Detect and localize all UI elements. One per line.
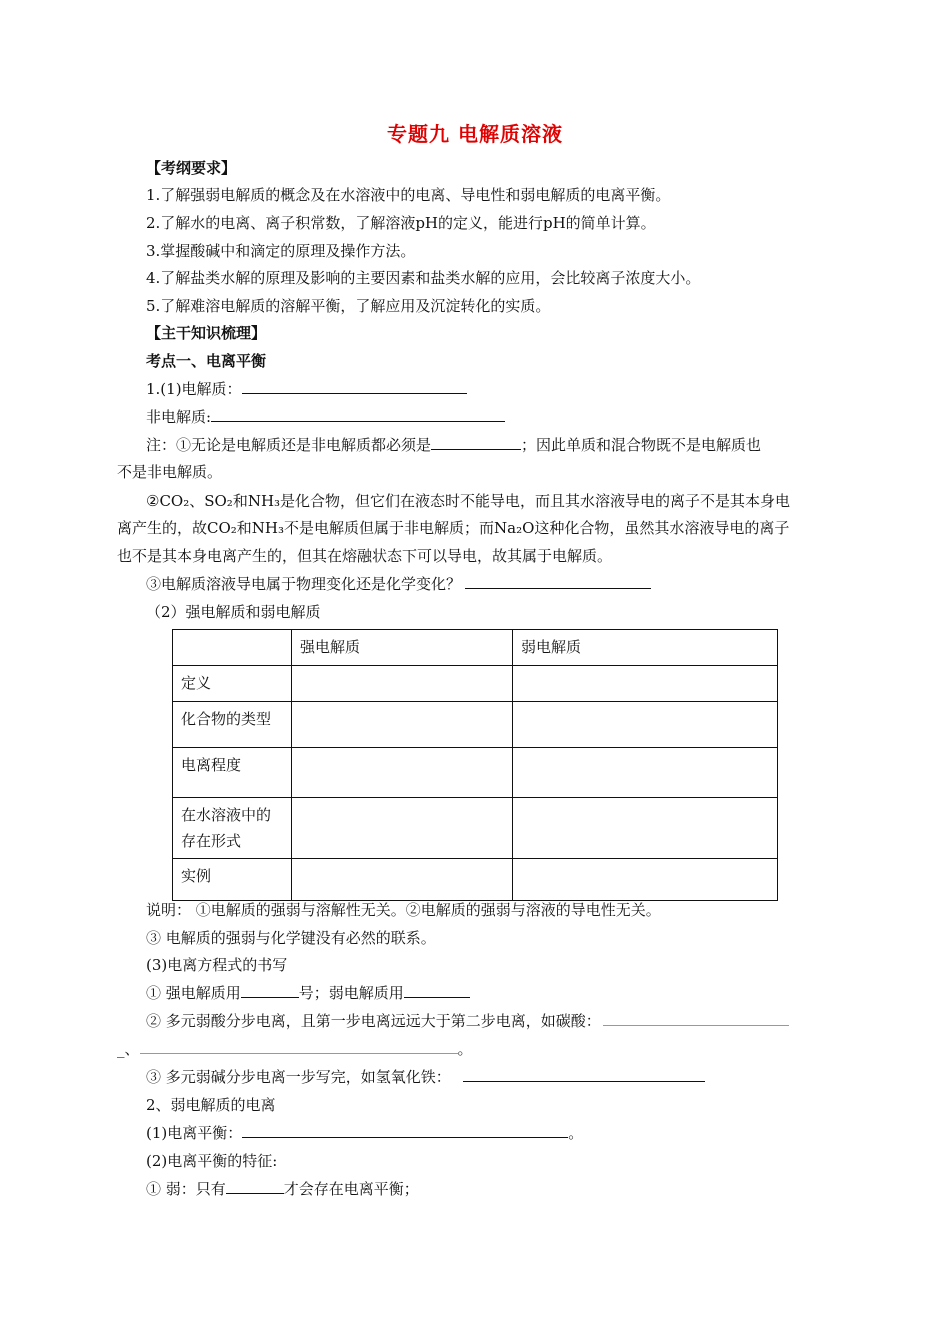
q1-nonelectrolyte (146, 407, 505, 427)
p2-b: (2)电离平衡的特征: (146, 1152, 278, 1170)
answer-cell[interactable] (292, 666, 513, 702)
q3b-end: 。 (457, 1040, 473, 1058)
answer-blank[interactable] (140, 1039, 458, 1054)
answer-cell[interactable] (513, 798, 778, 859)
p2c-text-2: 才会存在电离平衡； (283, 1180, 419, 1198)
answer-cell[interactable] (292, 702, 513, 748)
row-label: 化合物的类型 (173, 702, 292, 748)
note1-text-b: ；因此单质和混合物既不是电解质也 (521, 436, 762, 454)
note-2b: 离产生的，故CO₂和NH₃不是电解质但属于非电解质；而Na₂O这种化合物，虽然其水溶液导电的离子 (117, 519, 790, 537)
note-2a: ②CO₂、SO₂和NH₃是化合物，但它们在液态时不能导电，而且其水溶液导电的离子不是其本身电 (146, 492, 791, 510)
q1b-label: 非电解质: (146, 408, 212, 426)
q3-b (146, 1011, 789, 1031)
q3c-text: ③ 多元弱碱分步电离一步写完，如氢氧化铁： (146, 1068, 451, 1086)
answer-blank[interactable] (242, 379, 467, 394)
point1-heading: 考点一、电离平衡 (146, 352, 267, 370)
p2a-end: 。 (568, 1124, 584, 1142)
note1-text-a: 注：①无论是电解质还是非电解质都必须是 (146, 436, 432, 454)
desc-2: ③ 电解质的强弱与化学键没有必然的联系。 (146, 929, 436, 947)
p2a-text: (1)电离平衡： (146, 1124, 243, 1142)
note-2c: 也不是其本身电离产生的，但其在熔融状态下可以导电，故其属于电解质。 (117, 547, 613, 565)
desc-1: 说明： ①电解质的强弱与溶解性无关。②电解质的强弱与溶液的导电性无关。 (146, 901, 661, 919)
answer-blank[interactable] (226, 1179, 284, 1194)
table-header-row (173, 630, 778, 666)
q1-label: 1.(1)电解质： (146, 380, 242, 398)
answer-blank[interactable] (465, 574, 651, 589)
answer-blank[interactable] (211, 407, 505, 422)
answer-blank[interactable] (603, 1011, 789, 1026)
answer-cell[interactable] (292, 748, 513, 798)
zhugan-heading: 【主干知识梳理】 (146, 324, 267, 342)
p2-c (146, 1179, 419, 1199)
p2c-text-1: ① 弱：只有 (146, 1180, 226, 1198)
p2-a (146, 1123, 583, 1143)
answer-blank[interactable] (431, 435, 521, 450)
answer-cell[interactable] (292, 859, 513, 901)
answer-blank[interactable] (242, 1123, 568, 1138)
kaogang-item-3: 3.掌握酸碱中和滴定的原理及操作方法。 (146, 242, 416, 260)
q2-heading: （2）强电解质和弱电解质 (146, 603, 321, 621)
table-row (173, 748, 778, 798)
note-1 (146, 435, 761, 455)
table-header-cell (173, 630, 292, 666)
answer-blank[interactable] (241, 983, 299, 998)
kaogang-item-5: 5.了解难溶电解质的溶解平衡，了解应用及沉淀转化的实质。 (146, 297, 551, 315)
q3b-text: ② 多元弱酸分步电离，且第一步电离远远大于第二步电离，如碳酸： (146, 1012, 601, 1030)
table-row (173, 666, 778, 702)
q3-c (146, 1067, 705, 1087)
row-label: 定义 (173, 666, 292, 702)
table-row (173, 859, 778, 901)
note3-text: ③电解质溶液导电属于物理变化还是化学变化？ (146, 575, 462, 593)
electrolyte-table (172, 629, 778, 901)
kaogang-item-1: 1.了解强弱电解质的概念及在水溶液中的电离、导电性和弱电解质的电离平衡。 (146, 186, 671, 204)
row-label: 实例 (173, 859, 292, 901)
answer-cell[interactable] (292, 798, 513, 859)
answer-cell[interactable] (513, 748, 778, 798)
q3-heading: (3)电离方程式的书写 (146, 956, 288, 974)
q3a-text-2: 号；弱电解质用 (298, 984, 404, 1002)
answer-cell[interactable] (513, 666, 778, 702)
kaogang-item-2: 2.了解水的电离、离子积常数，了解溶液pH的定义，能进行pH的简单计算。 (146, 214, 656, 232)
table-row (173, 702, 778, 748)
answer-blank[interactable] (404, 983, 470, 998)
page-title: 专题九 电解质溶液 (387, 122, 563, 146)
row-label: 在水溶液中的存在形式 (173, 798, 292, 859)
q3b-separator: _、 (117, 1040, 140, 1058)
note-1-cont: 不是非电解质。 (117, 463, 223, 481)
answer-cell[interactable] (513, 702, 778, 748)
table-header-cell: 弱电解质 (513, 630, 778, 666)
answer-cell[interactable] (513, 859, 778, 901)
table-row (173, 798, 778, 859)
table-header-cell: 强电解质 (292, 630, 513, 666)
q3-a (146, 983, 470, 1003)
point2-heading: 2、弱电解质的电离 (146, 1096, 276, 1114)
note-3 (146, 574, 651, 594)
q1-electrolyte (146, 379, 467, 399)
q3-b-cont (117, 1039, 473, 1059)
row-label: 电离程度 (173, 748, 292, 798)
kaogang-heading: 【考纲要求】 (146, 159, 237, 177)
q3a-text-1: ① 强电解质用 (146, 984, 241, 1002)
kaogang-item-4: 4.了解盐类水解的原理及影响的主要因素和盐类水解的应用，会比较离子浓度大小。 (146, 269, 701, 287)
answer-blank[interactable] (463, 1067, 705, 1082)
